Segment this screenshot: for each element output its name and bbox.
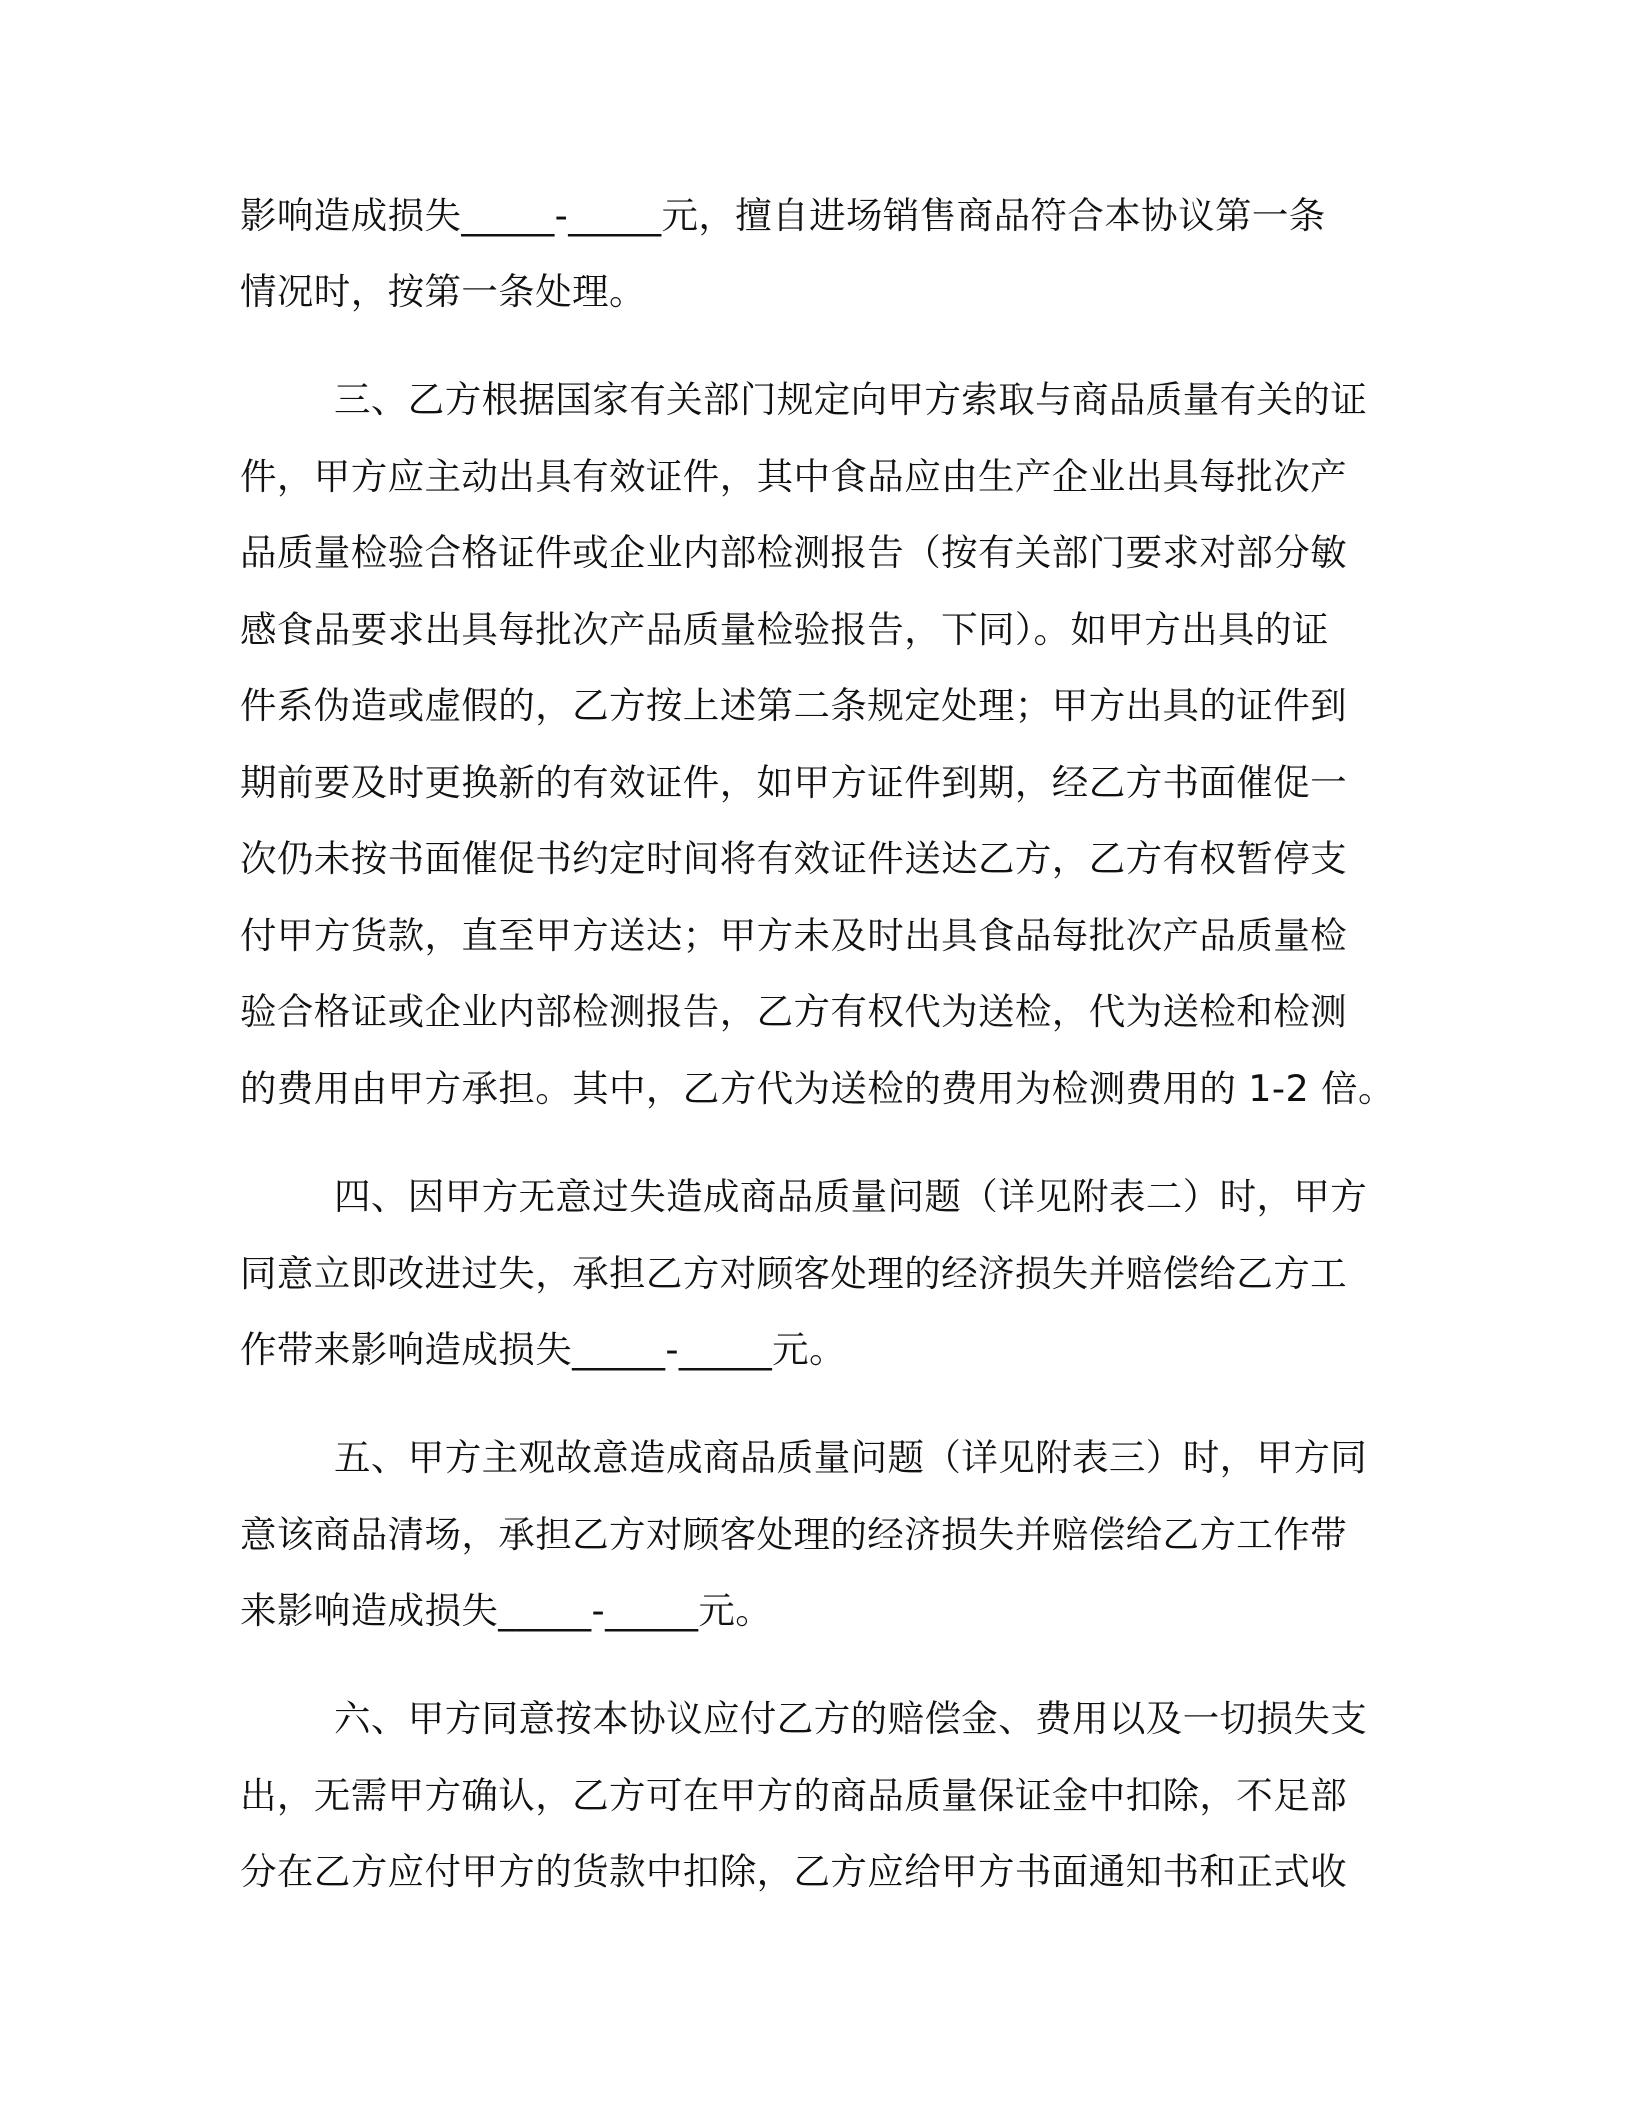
- text-line: 来影响造成损失_____-_____元。: [240, 1589, 773, 1632]
- paragraph-5-first-line: 五、甲方主观故意造成商品质量问题（详见附表三）时，甲方同: [334, 1436, 1368, 1479]
- text-line: 影响造成损失_____-_____元，擅自进场销售商品符合本协议第一条: [240, 194, 1326, 237]
- text-line: 的费用由甲方承担。其中，乙方代为送检的费用为检测费用的 1-2 倍。: [240, 1067, 1395, 1110]
- text-line: 件系伪造或虚假的，乙方按上述第二条规定处理；甲方出具的证件到: [240, 684, 1347, 727]
- paragraph-3-first-line: 三、乙方根据国家有关部门规定向甲方索取与商品质量有关的证: [334, 378, 1368, 421]
- text-line: 情况时，按第一条处理。: [240, 270, 646, 313]
- text-line: 品质量检验合格证件或企业内部检测报告（按有关部门要求对部分敏: [240, 531, 1347, 574]
- text-line: 期前要及时更换新的有效证件，如甲方证件到期，经乙方书面催促一: [240, 761, 1347, 804]
- text-line: 付甲方货款，直至甲方送达；甲方未及时出具食品每批次产品质量检: [240, 914, 1347, 957]
- paragraph-6-first-line: 六、甲方同意按本协议应付乙方的赔偿金、费用以及一切损失支: [334, 1697, 1368, 1740]
- text-line: 分在乙方应付甲方的货款中扣除，乙方应给甲方书面通知书和正式收: [240, 1850, 1347, 1893]
- paragraph-4-first-line: 四、因甲方无意过失造成商品质量问题（详见附表二）时，甲方: [334, 1175, 1368, 1218]
- text-line: 出，无需甲方确认，乙方可在甲方的商品质量保证金中扣除，不足部: [240, 1774, 1347, 1817]
- text-line: 件，甲方应主动出具有效证件，其中食品应由生产企业出具每批次产: [240, 455, 1347, 498]
- text-line: 感食品要求出具每批次产品质量检验报告，下同）。如甲方出具的证: [240, 608, 1329, 651]
- text-line: 作带来影响造成损失_____-_____元。: [240, 1328, 846, 1371]
- text-line: 次仍未按书面催促书约定时间将有效证件送达乙方，乙方有权暂停支: [240, 837, 1347, 880]
- text-line: 意该商品清场，承担乙方对顾客处理的经济损失并赔偿给乙方工作带: [240, 1513, 1347, 1556]
- text-line: 验合格证或企业内部检测报告，乙方有权代为送检，代为送检和检测: [240, 990, 1347, 1033]
- text-line: 同意立即改进过失，承担乙方对顾客处理的经济损失并赔偿给乙方工: [240, 1252, 1347, 1295]
